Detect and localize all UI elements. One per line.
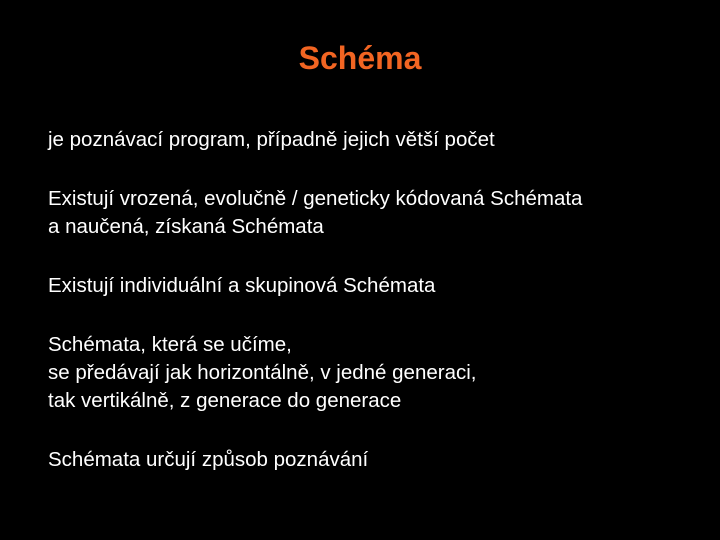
paragraph-cognition	[48, 446, 708, 474]
text-line: a naučená, získaná Schémata	[48, 215, 324, 238]
paragraph-innate-learned	[48, 185, 708, 241]
slide-title: Schéma	[298, 40, 422, 76]
text-line: Schémata určují způsob poznávání	[48, 448, 369, 471]
text-line: se předávají jak horizontálně, v jedné generaci,	[48, 361, 477, 384]
text-line: Existují individuální a skupinová Schémata	[48, 274, 436, 297]
paragraph-definition	[48, 126, 708, 154]
paragraph-individual-group	[48, 272, 708, 300]
text-line: Schémata, která se učíme,	[48, 333, 292, 356]
text-line: Existují vrozená, evolučně / geneticky kódovaná Schémata	[48, 187, 583, 210]
slide-body	[48, 126, 708, 474]
text-line: tak vertikálně, z generace do generace	[48, 389, 402, 412]
text-line: je poznávací program, případně jejich větší počet	[48, 128, 495, 151]
paragraph-transmission	[48, 331, 708, 415]
